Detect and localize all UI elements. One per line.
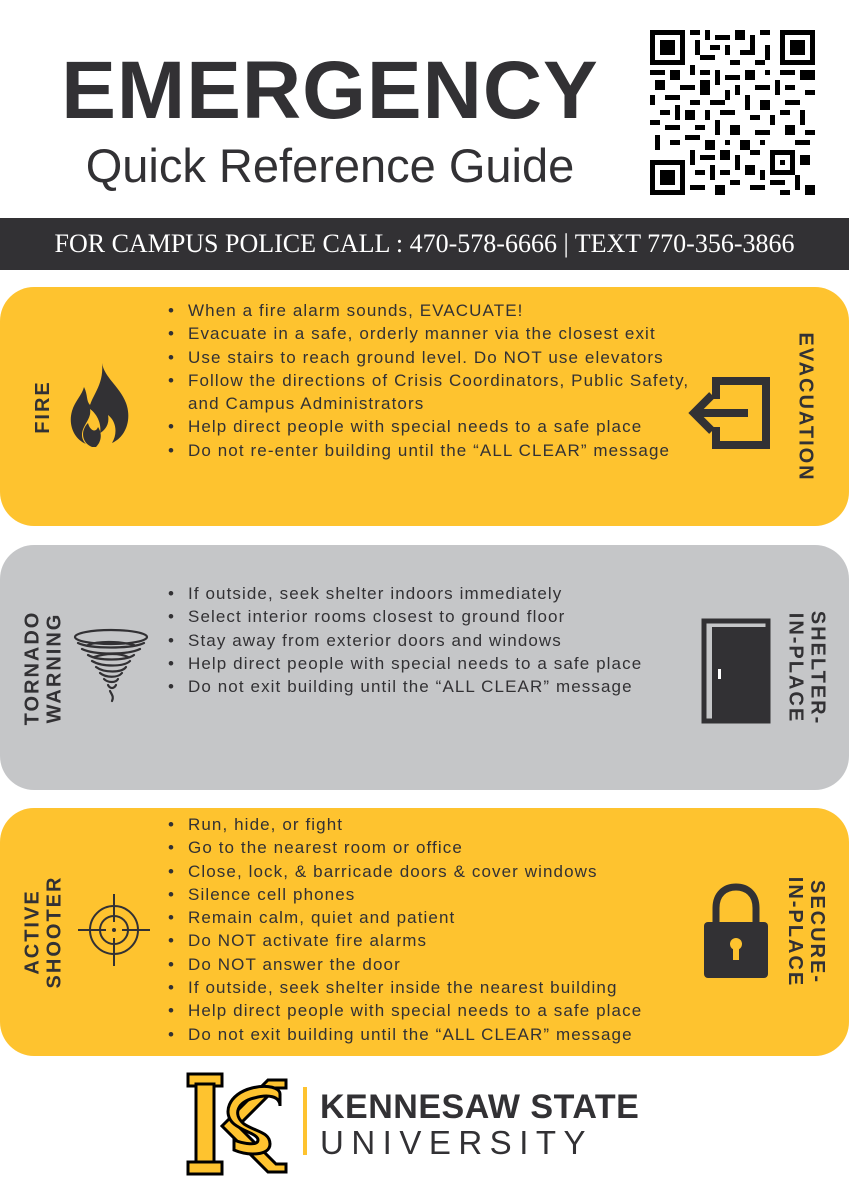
list-item: • Silence cell phones xyxy=(166,883,711,906)
list-item: • Go to the nearest room or office xyxy=(166,836,711,859)
list-item: • If outside, seek shelter inside the nearest building xyxy=(166,976,711,999)
campus-police-banner: FOR CAMPUS POLICE CALL : 470-578-6666 | TEXT 770-356-3866 xyxy=(0,218,849,270)
list-item: • Help direct people with special needs to a safe place xyxy=(166,652,711,675)
list-item: • Do not exit building until the “ALL CLEAR” message xyxy=(166,675,711,698)
university-name: KENNESAW STATE xyxy=(320,1088,640,1126)
list-item: • Help direct people with special needs to a safe place xyxy=(166,999,711,1022)
active-shooter-label: ACTIVE SHOOTER xyxy=(21,875,65,989)
page-title: EMERGENCY xyxy=(61,45,599,136)
fire-label: FIRE xyxy=(32,379,54,434)
list-item: • Evacuate in a safe, orderly manner via the closest exit xyxy=(166,322,711,345)
list-item: • Remain calm, quiet and patient xyxy=(166,906,711,929)
active-shooter-instructions xyxy=(166,813,711,1046)
door-icon xyxy=(700,617,772,725)
crosshair-icon xyxy=(76,892,152,968)
list-item: • If outside, seek shelter indoors immediately xyxy=(166,582,711,605)
tornado-instructions xyxy=(166,582,711,698)
active-shooter-section xyxy=(0,808,849,1056)
list-item: • Close, lock, & barricade doors & cover windows xyxy=(166,860,711,883)
tornado-section xyxy=(0,545,849,790)
flame-icon xyxy=(68,361,134,447)
list-item: • Stay away from exterior doors and windows xyxy=(166,629,711,652)
fire-instructions xyxy=(166,299,711,462)
fire-section xyxy=(0,287,849,526)
tornado-warning-label: TORNADO WARNING xyxy=(21,610,65,725)
qr-code-icon[interactable] xyxy=(650,30,815,195)
list-item: • Run, hide, or fight xyxy=(166,813,711,836)
tornado-icon xyxy=(68,627,154,707)
secure-in-place-label: SECURE- IN-PLACE xyxy=(784,876,829,988)
list-item: • Select interior rooms closest to ground floor xyxy=(166,605,711,628)
university-word: UNIVERSITY xyxy=(320,1124,594,1161)
list-item: • Help direct people with special needs to a safe place xyxy=(166,415,711,438)
logo-divider xyxy=(303,1087,307,1155)
ksu-logo xyxy=(182,1070,294,1178)
list-item: • Do NOT activate fire alarms xyxy=(166,929,711,952)
shelter-in-place-label: SHELTER- IN-PLACE xyxy=(784,610,829,725)
exit-arrow-icon xyxy=(686,377,772,449)
list-item: • Follow the directions of Crisis Coordinators, Public Safety, and Campus Administrators xyxy=(166,369,711,416)
list-item: • Use stairs to reach ground level. Do NOT use elevators xyxy=(166,346,711,369)
page-subtitle: Quick Reference Guide xyxy=(85,139,575,192)
evacuation-label: EVACUATION xyxy=(795,331,818,482)
list-item: • Do not re-enter building until the “ALL CLEAR” message xyxy=(166,439,711,462)
padlock-icon xyxy=(700,882,772,980)
list-item: • Do NOT answer the door xyxy=(166,953,711,976)
list-item: • When a fire alarm sounds, EVACUATE! xyxy=(166,299,711,322)
list-item: • Do not exit building until the “ALL CLEAR” message xyxy=(166,1023,711,1046)
